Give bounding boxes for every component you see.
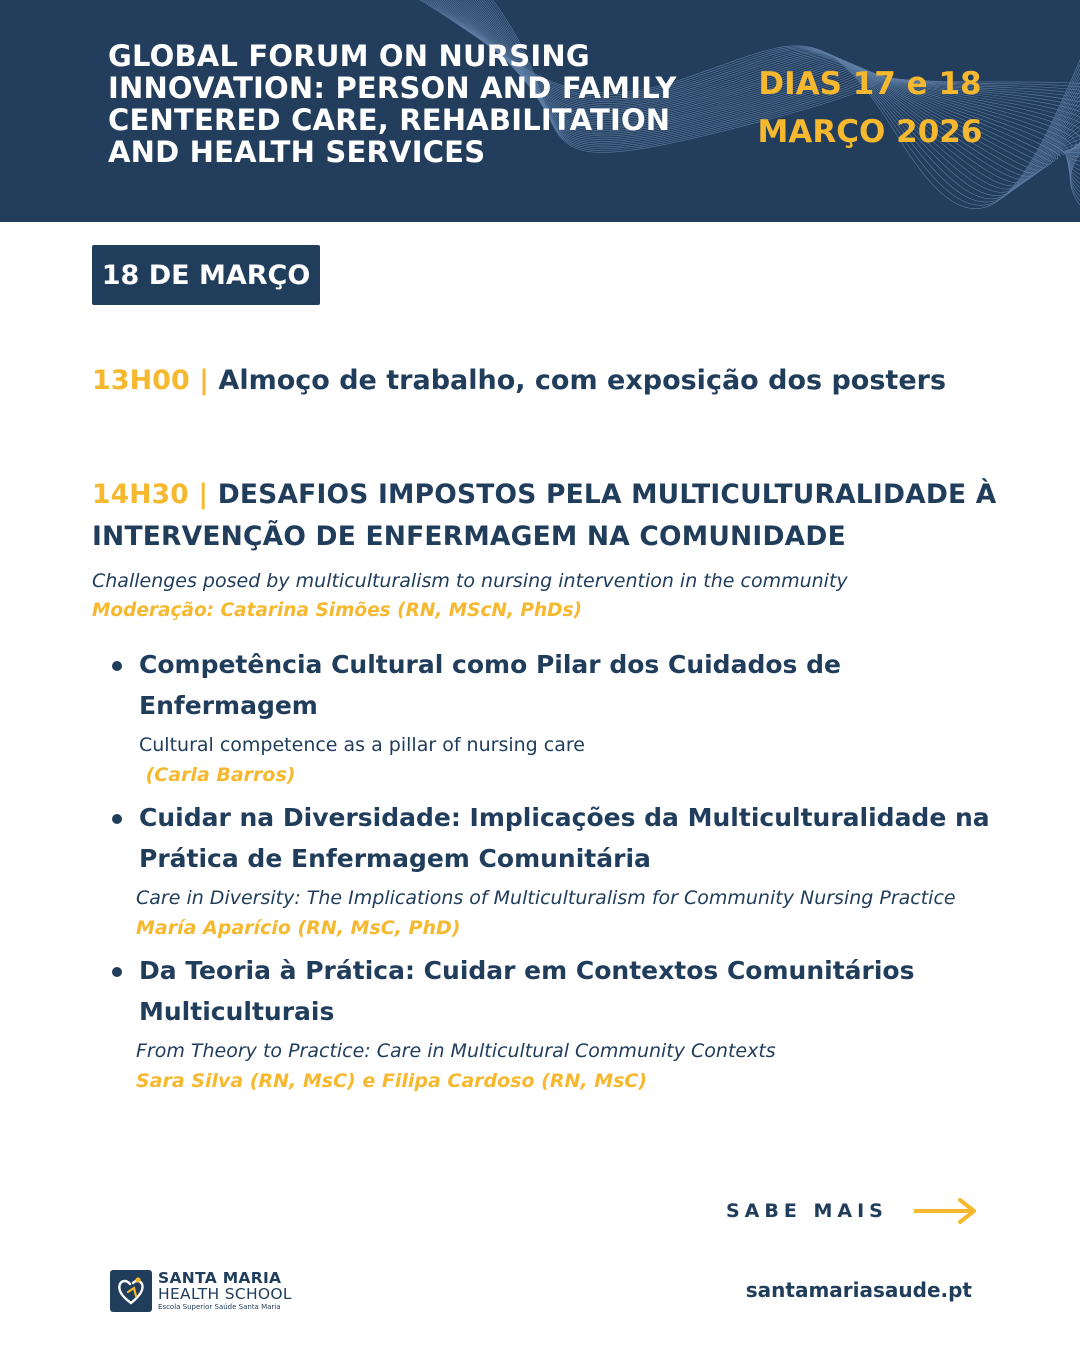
session-moderator: Moderação: Catarina Simões (RN, MScN, PhDs) bbox=[92, 600, 582, 621]
talk-item bbox=[110, 950, 990, 1097]
bullet-icon bbox=[112, 661, 122, 671]
logo-line1: SANTA MARIA bbox=[158, 1269, 282, 1287]
session-time: 14H30 | bbox=[92, 479, 209, 510]
talk-subtitle-en: Cultural competence as a pillar of nursing care bbox=[139, 734, 585, 756]
bullet-icon bbox=[112, 967, 122, 977]
talk-speaker: Sara Silva (RN, MsC) e Filipa Cardoso (RN, MsC) bbox=[136, 1070, 648, 1092]
session-title-text: Almoço de trabalho, com exposição dos posters bbox=[218, 365, 947, 396]
header-banner bbox=[0, 0, 1080, 222]
learn-more-link[interactable] bbox=[726, 1192, 978, 1230]
session-subtitle-en: Challenges posed by multiculturalism to nursing intervention in the community bbox=[92, 570, 848, 592]
talk-item bbox=[110, 797, 990, 944]
session-title-text: DESAFIOS IMPOSTOS PELA MULTICULTURALIDADE À INTERVENÇÃO DE ENFERMAGEM NA COMUNIDADE bbox=[92, 479, 997, 552]
arrow-right-icon[interactable] bbox=[914, 1196, 978, 1226]
bullet-icon bbox=[112, 814, 122, 824]
session-panel bbox=[92, 474, 1012, 626]
session-lunch bbox=[92, 360, 1012, 402]
talk-speaker: María Aparício (RN, MsC, PhD) bbox=[136, 917, 461, 939]
session-title bbox=[92, 474, 1012, 558]
school-logo bbox=[110, 1270, 292, 1312]
logo-line3: Escola Superior Saúde Santa Maria bbox=[158, 1303, 281, 1311]
event-dates-line1: DIAS 17 e 18 bbox=[758, 66, 982, 102]
session-time: 13H00 | bbox=[92, 365, 210, 396]
talk-title: Da Teoria à Prática: Cuidar em Contextos Comunitários Multiculturais bbox=[139, 956, 915, 1026]
logo-text bbox=[158, 1271, 292, 1311]
event-title: GLOBAL FORUM ON NURSING INNOVATION: PERSON AND FAMILY CENTERED CARE, REHABILITATION AND HEALTH SERVICES bbox=[108, 39, 677, 169]
heart-figure-icon bbox=[110, 1270, 152, 1312]
talk-subtitle-en: Care in Diversity: The Implications of Multiculturalism for Community Nursing Practice bbox=[136, 887, 956, 909]
learn-more-label[interactable]: SABE MAIS bbox=[726, 1200, 888, 1222]
talk-item bbox=[110, 644, 990, 791]
website-link[interactable]: santamariasaude.pt bbox=[745, 1278, 972, 1302]
day-badge: 18 DE MARÇO bbox=[92, 245, 320, 305]
event-dates bbox=[740, 60, 1000, 156]
talk-subtitle-en: From Theory to Practice: Care in Multicultural Community Contexts bbox=[136, 1040, 776, 1062]
event-dates-line2: MARÇO 2026 bbox=[757, 114, 983, 150]
talk-title: Competência Cultural como Pilar dos Cuidados de Enfermagem bbox=[139, 650, 841, 720]
logo-line2: HEALTH SCHOOL bbox=[158, 1284, 292, 1303]
talk-speaker: (Carla Barros) bbox=[139, 764, 296, 786]
session-title bbox=[92, 360, 1012, 402]
talk-list bbox=[110, 644, 990, 1103]
talk-title: Cuidar na Diversidade: Implicações da Multiculturalidade na Prática de Enfermagem Comunitária bbox=[139, 803, 990, 873]
